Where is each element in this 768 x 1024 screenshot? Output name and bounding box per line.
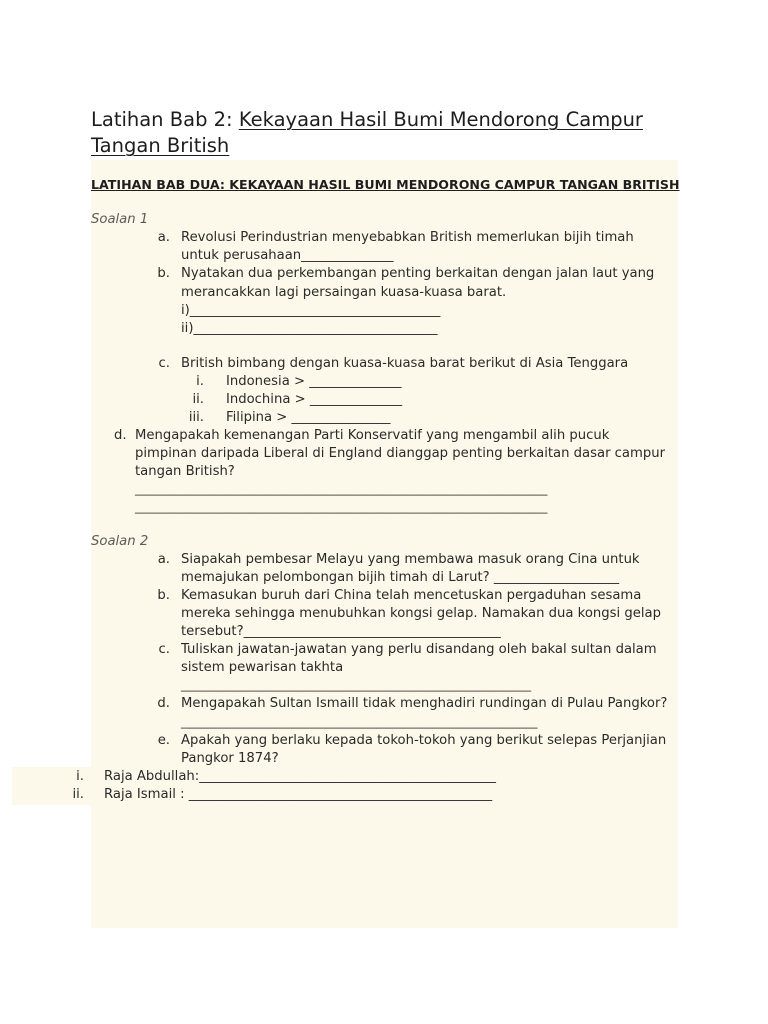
- document-background-left-strip: [91, 336, 181, 356]
- q1-c-item-marker: ii.: [192, 392, 204, 407]
- q1-a-line2: untuk perusahaan______________: [181, 248, 394, 263]
- q2-e-marker: e.: [157, 733, 170, 748]
- q1-b-line1: Nyatakan dua perkembangan penting berkaitan dengan jalan laut yang: [181, 266, 655, 281]
- q2-b-line3[interactable]: tersebut?_______________________________________: [181, 624, 501, 639]
- page-title: [91, 107, 643, 133]
- q2-e-item-marker: ii.: [72, 787, 84, 802]
- q2-e-line1: Apakah yang berlaku kepada tokoh-tokoh yang berikut selepas Perjanjian: [181, 733, 667, 748]
- q1-b-marker: b.: [157, 266, 170, 281]
- soalan-1-label: Soalan 1: [91, 212, 149, 227]
- q1-d-line2: pimpinan daripada Liberal di England dianggap penting berkaitan dasar campur: [135, 446, 666, 461]
- q1-d-line1: Mengapakah kemenangan Parti Konservatif yang mengambil alih pucuk: [135, 428, 610, 443]
- title-underlined-line2: Tangan British: [91, 134, 230, 157]
- q2-c-line1: Tuliskan jawatan-jawatan yang perlu disandang oleh bakal sultan dalam: [181, 642, 657, 657]
- title-prefix: Latihan Bab 2:: [91, 108, 239, 131]
- q2-d-line1: Mengapakah Sultan Ismaill tidak menghadiri rundingan di Pulau Pangkor?: [181, 696, 668, 711]
- q2-e-item-raja-ismail[interactable]: Raja Ismail : ______________________________________________: [104, 787, 493, 802]
- q2-a-marker: a.: [157, 552, 170, 567]
- q1-b-answer-ii[interactable]: ii)_____________________________________: [181, 321, 438, 336]
- q2-e-line2: Pangkor 1874?: [181, 751, 279, 766]
- q1-c-marker: c.: [158, 356, 170, 371]
- q1-d-answer-line-2[interactable]: _________________________________________________________________________: [135, 501, 548, 514]
- q2-a-line1: Siapakah pembesar Melayu yang membawa masuk orang Cina untuk: [181, 552, 640, 567]
- q1-d-line3: tangan British?: [135, 464, 235, 479]
- q1-c-item-marker: iii.: [188, 410, 204, 425]
- page-title-line2: [91, 133, 229, 159]
- q2-b-marker: b.: [157, 588, 170, 603]
- q1-c-item-marker: i.: [196, 374, 204, 389]
- title-underlined-line1: Kekayaan Hasil Bumi Mendorong Campur: [238, 108, 643, 131]
- q2-c-answer-line[interactable]: ______________________________________________________________: [181, 679, 532, 692]
- q1-c-line1: British bimbang dengan kuasa-kuasa barat berikut di Asia Tenggara: [181, 356, 629, 371]
- q1-c-item-filipina[interactable]: Filipina > _______________: [226, 410, 391, 425]
- q2-d-marker: d.: [157, 696, 170, 711]
- q1-b-line2: merancakkan lagi persaingan kuasa-kuasa barat.: [181, 285, 507, 300]
- q1-d-answer-line-1[interactable]: _________________________________________________________________________: [135, 483, 548, 496]
- q2-d-answer-line[interactable]: ______________________________________________________________: [181, 715, 538, 729]
- q2-e-item-marker: i.: [76, 769, 84, 784]
- q1-c-item-indonesia[interactable]: Indonesia > ______________: [226, 374, 402, 389]
- q2-e-item-raja-abdullah[interactable]: Raja Abdullah:_____________________________________________: [104, 769, 496, 784]
- q1-a-marker: a.: [157, 230, 170, 245]
- q2-c-marker: c.: [158, 642, 170, 657]
- q2-b-line1: Kemasukan buruh dari China telah mencetuskan pergaduhan sesama: [181, 588, 642, 603]
- q2-c-line2: sistem pewarisan takhta: [181, 660, 344, 675]
- q1-a-line1: Revolusi Perindustrian menyebabkan British memerlukan bijih timah: [181, 230, 634, 245]
- soalan-2-label: Soalan 2: [91, 534, 149, 549]
- worksheet-heading: LATIHAN BAB DUA: KEKAYAAN HASIL BUMI MENDORONG CAMPUR TANGAN BRITISH: [91, 177, 680, 192]
- q1-b-answer-i[interactable]: i)______________________________________: [181, 303, 441, 318]
- q1-d-marker: d.: [114, 428, 127, 443]
- q2-a-line2[interactable]: memajukan pelombongan bijih timah di Larut? ___________________: [181, 570, 620, 585]
- q1-c-item-indochina[interactable]: Indochina > ______________: [226, 392, 403, 407]
- q2-b-line2: mereka sehingga menubuhkan kongsi gelap. Namakan dua kongsi gelap: [181, 606, 661, 621]
